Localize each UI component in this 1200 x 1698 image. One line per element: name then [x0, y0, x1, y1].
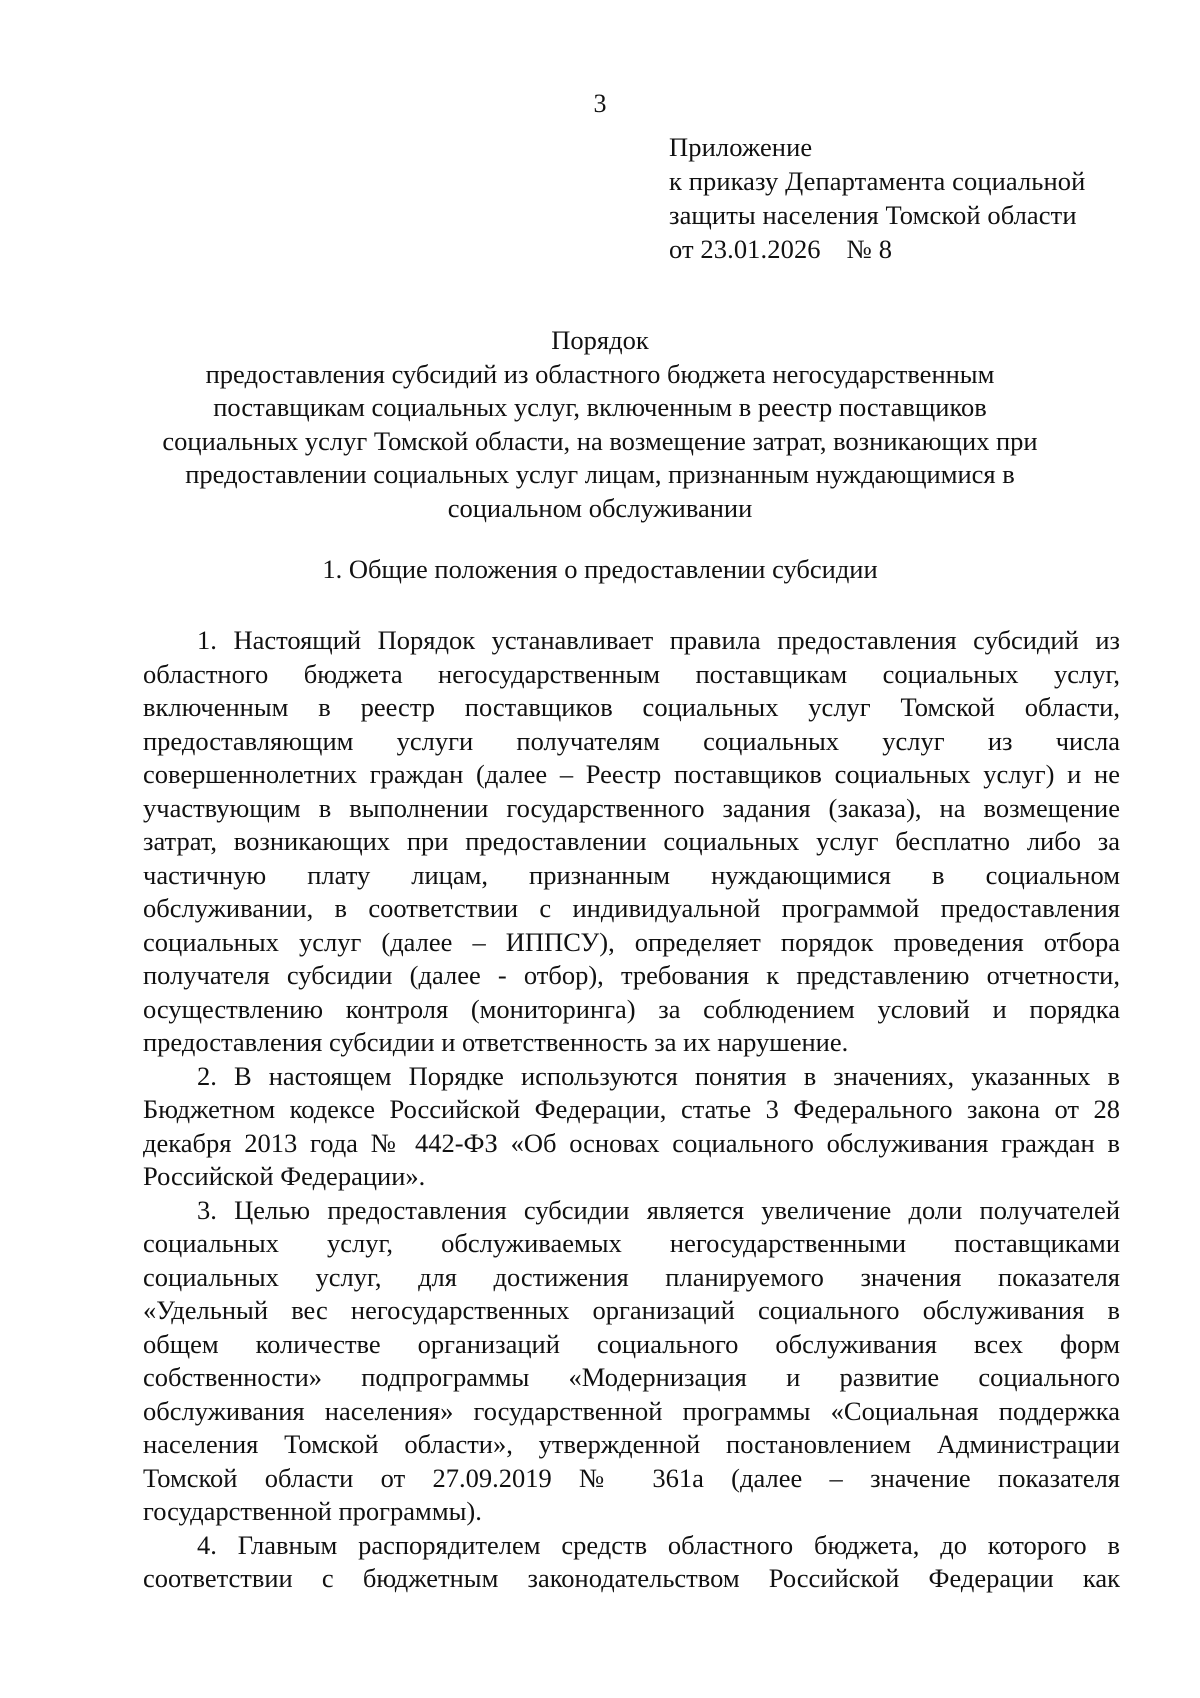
- order-date: от 23.01.2026: [669, 234, 821, 264]
- text-line: 4. Главным распорядителем средств областного бюджета, до которого в: [197, 1529, 1120, 1560]
- text-line: общем количестве организаций социального обслуживания всех форм: [143, 1328, 1120, 1359]
- text-line: декабря 2013 года № 442-ФЗ «Об основах социального обслуживания граждан в: [143, 1127, 1120, 1158]
- title-line: поставщикам социальных услуг, включенным в реестр поставщиков: [213, 392, 987, 422]
- text-line: частичную плату лицам, признанным нуждающимися в социальном: [143, 859, 1120, 890]
- text-line: осуществлению контроля (мониторинга) за соблюдением условий и порядка: [143, 993, 1120, 1024]
- appendix-order-line: к приказу Департамента социальной: [669, 166, 1086, 196]
- text-line: социальных услуг, для достижения планируемого значения показателя: [143, 1261, 1120, 1292]
- text-line: 3. Целью предоставления субсидии является увеличение доли получателей: [197, 1194, 1120, 1225]
- text-line: государственной программы).: [143, 1496, 482, 1526]
- text-line: Бюджетном кодексе Российской Федерации, статье 3 Федерального закона от 28: [143, 1094, 1120, 1124]
- appendix-date-line: [669, 232, 1169, 266]
- text-line: 2. В настоящем Порядке используются понятия в значениях, указанных в: [197, 1060, 1120, 1091]
- title-heading: Порядок: [551, 325, 649, 355]
- title-line: предоставлении социальных услуг лицам, признанным нуждающимися в: [185, 459, 1015, 489]
- text-line: 1. Настоящий Порядок устанавливает правила предоставления субсидий из: [197, 625, 1120, 655]
- text-line: Томской области от 27.09.2019 № 361а (далее – значение показателя: [143, 1462, 1120, 1493]
- appendix-header: [669, 130, 1169, 266]
- text-line: совершеннолетних граждан (далее – Реестр поставщиков социальных услуг) и не: [143, 759, 1120, 789]
- text-line: областного бюджета негосударственным поставщикам социальных услуг,: [143, 658, 1120, 689]
- text-line: участвующим в выполнении государственного задания (заказа), на возмещение: [143, 792, 1120, 823]
- text-line: социальных услуг, обслуживаемых негосударственными поставщиками: [143, 1228, 1120, 1258]
- text-line: предоставления субсидии и ответственность за их нарушение.: [143, 1027, 849, 1057]
- text-line: населения Томской области», утвержденной постановлением Администрации: [143, 1429, 1120, 1459]
- paragraph-3: [143, 1194, 1120, 1529]
- text-line: собственности» подпрограммы «Модернизация и развитие социального: [143, 1362, 1120, 1392]
- text-line: соответствии с бюджетным законодательством Российской Федерации как: [143, 1563, 1120, 1593]
- title-line: предоставления субсидий из областного бюджета негосударственным: [205, 358, 995, 389]
- document-title: [130, 324, 1070, 525]
- order-number: № 8: [846, 234, 893, 264]
- section-heading: 1. Общие положения о предоставлении субсидии: [322, 554, 878, 584]
- text-line: обслуживания населения» государственной программы «Социальная поддержка: [143, 1395, 1120, 1426]
- text-line: получателя субсидии (далее - отбор), требования к представлению отчетности,: [143, 960, 1120, 990]
- text-line: «Удельный вес негосударственных организаций социального обслуживания в: [143, 1295, 1120, 1325]
- title-line: социальных услуг Томской области, на возмещение затрат, возникающих при: [162, 425, 1038, 456]
- appendix-department-line: защиты населения Томской области: [669, 200, 1077, 230]
- text-line: включенным в реестр поставщиков социальных услуг Томской области,: [143, 692, 1120, 722]
- page-number: 3: [593, 89, 607, 118]
- text-line: затрат, возникающих при предоставлении социальных услуг бесплатно либо за: [143, 826, 1120, 856]
- text-line: обслуживании, в соответствии с индивидуальной программой предоставления: [143, 893, 1120, 923]
- appendix-label: Приложение: [669, 132, 813, 162]
- paragraph-1: [143, 624, 1120, 1060]
- body-text: [143, 624, 1120, 1596]
- text-line: предоставляющим услуги получателям социальных услуг из числа: [143, 725, 1120, 756]
- paragraph-4: [143, 1529, 1120, 1596]
- paragraph-2: [143, 1060, 1120, 1194]
- text-line: социальных услуг (далее – ИППСУ), определяет порядок проведения отбора: [143, 926, 1120, 957]
- title-line: социальном обслуживании: [447, 492, 753, 523]
- text-line: Российской Федерации».: [143, 1161, 426, 1191]
